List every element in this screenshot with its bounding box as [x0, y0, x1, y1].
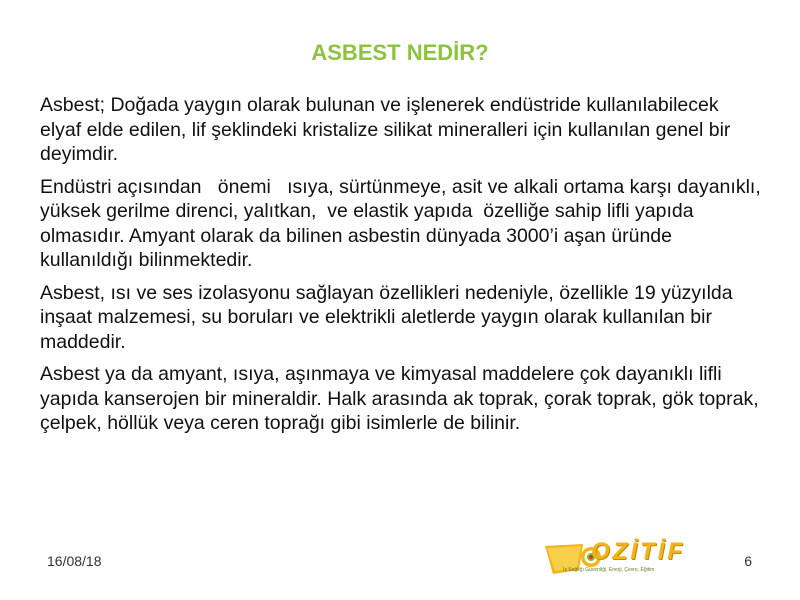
paragraph-industrial-importance: Endüstri açısından önemi ısıya, sürtünmeye, asit ve alkali ortama karşı dayanıklı, yüksek gerilme direnci, yalıtkan, ve elastik yapıda özelliğe sahip lifli yapıda olmasıdır. Amyant olarak da bilinen asbestin dünyada 3000’i aşan üründe kullanıldığı bilinmektedir.	[40, 175, 767, 271]
logo-text: OZİTİF	[591, 538, 685, 565]
paragraph-carcinogen: Asbest ya da amyant, ısıya, aşınmaya ve kimyasal maddelere çok dayanıklı lifli yapıda kanserojen bir mineraldir. Halk arasında ak toprak, çorak toprak, gök toprak, çelpek, höllük veya ceren toprağı gibi isimlerle de bilinir.	[40, 363, 765, 434]
paragraph-definition: Asbest; Doğada yaygın olarak bulunan ve işlenerek endüstride kullanılabilecek elyaf elde edilen, lif şeklindeki kristalize silikat mineralleri için kullanılan genel bir deyimdir.	[40, 94, 736, 165]
slide-date: 16/08/18	[47, 553, 102, 569]
pozitif-logo	[543, 540, 708, 578]
paragraph-usage: Asbest, ısı ve ses izolasyonu sağlayan özellikleri nedeniyle, özellikle 19 yüzyılda inşaat malzemesi, su boruları ve elektrikli aletlerde yaygın olarak kullanılan bir maddedir.	[40, 281, 739, 353]
slide-title: ASBEST NEDİR?	[311, 40, 489, 65]
logo-tagline: İş Sağlığı Güvenliği, Enerji, Çevre, Eğitim	[563, 567, 655, 573]
slide-body	[40, 93, 765, 444]
page-number: 6	[744, 553, 752, 569]
